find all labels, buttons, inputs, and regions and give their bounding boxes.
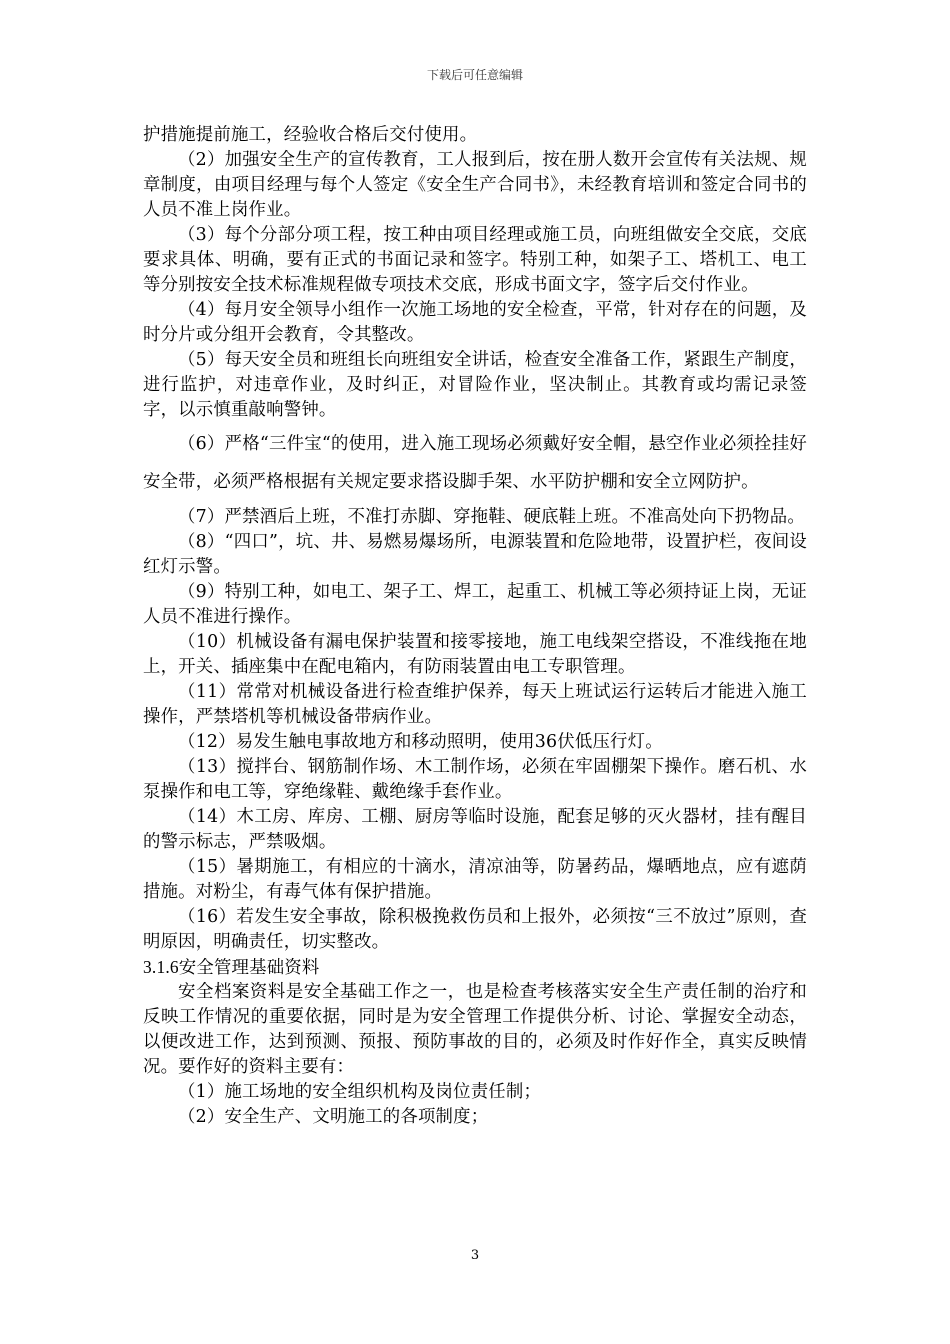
page-header: 下载后可任意编辑 xyxy=(426,68,523,82)
document-body xyxy=(143,123,807,1130)
paragraph: （14）木工房、库房、工棚、厨房等临时设施，配套足够的灭火器材，挂有醒目的警示标志，严禁吸烟。 xyxy=(143,807,807,852)
section-heading: 3.1.6安全管理基础资料 xyxy=(143,957,320,977)
paragraph: （8）“四口”，坑、井、易燃易爆场所，电源装置和危险地带，设置护栏，夜间设红灯示警。 xyxy=(143,532,807,577)
paragraph: 安全档案资料是安全基础工作之一，也是检查考核落实安全生产责任制的治疗和反映工作情况的重要依据，同时是为安全管理工作提供分析、讨论、掌握安全动态，以便改进工作，达到预测、预报、预防事故的目的，必须及时作好作全，真实反映情况。要作好的资料主要有： xyxy=(143,982,807,1077)
paragraph: （13）搅拌台、钢筋制作场、木工制作场，必须在牢固棚架下操作。磨石机、水泵操作和电工等，穿绝缘鞋、戴绝缘手套作业。 xyxy=(143,757,807,802)
paragraph: （2）加强安全生产的宣传教育，工人报到后，按在册人数开会宣传有关法规、规章制度，由项目经理与每个人签定《安全生产合同书》，未经教育培训和签定合同书的人员不准上岗作业。 xyxy=(143,150,807,220)
paragraph: （7）严禁酒后上班，不准打赤脚、穿拖鞋、硬底鞋上班。不准高处向下扔物品。 xyxy=(178,507,805,527)
paragraph: 护措施提前施工，经验收合格后交付使用。 xyxy=(143,125,478,145)
paragraph: （4）每月安全领导小组作一次施工场地的安全检查，平常，针对存在的问题，及时分片或分组开会教育，令其整改。 xyxy=(143,300,807,345)
paragraph: （9）特别工种，如电工、架子工、焊工，起重工、机械工等必须持证上岗，无证人员不准进行操作。 xyxy=(143,582,807,627)
paragraph: （12）易发生触电事故地方和移动照明，使用36伏低压行灯。 xyxy=(178,732,663,752)
paragraph: （10）机械设备有漏电保护装置和接零接地，施工电线架空搭设，不准线拖在地上，开关、插座集中在配电箱内，有防雨装置由电工专职管理。 xyxy=(143,632,807,677)
paragraph: （16）若发生安全事故，除积极挽救伤员和上报外，必须按“三不放过”原则，查明原因，明确责任，切实整改。 xyxy=(143,907,807,952)
paragraph: （15）暑期施工，有相应的十滴水，清凉油等，防暑药品，爆晒地点，应有遮荫措施。对粉尘，有毒气体有保护措施。 xyxy=(143,857,807,902)
page-number: 3 xyxy=(470,1248,480,1263)
paragraph: （11）常常对机械设备进行检查维护保养，每天上班试运行运转后才能进入施工操作，严禁塔机等机械设备带病作业。 xyxy=(143,682,807,727)
paragraph: （1）施工场地的安全组织机构及岗位责任制； xyxy=(178,1082,542,1102)
paragraph: （6）严格“三件宝“的使用，进入施工现场必须戴好安全帽，悬空作业必须拴挂好安全带，必须严格根据有关规定要求搭设脚手架、水平防护棚和安全立网防护。 xyxy=(143,434,807,492)
paragraph: （5）每天安全员和班组长向班组安全讲话，检查安全准备工作，紧跟生产制度，进行监护，对违章作业，及时纠正，对冒险作业，坚决制止。其教育或均需记录签字，以示慎重敲响警钟。 xyxy=(143,350,807,420)
paragraph: （3）每个分部分项工程，按工种由项目经理或施工员，向班组做安全交底，交底要求具体、明确，要有正式的书面记录和签字。特别工种，如架子工、塔机工、电工等分别按安全技术标准规程做专项技术交底，形成书面文字，签字后交付作业。 xyxy=(143,225,807,295)
paragraph: （2）安全生产、文明施工的各项制度； xyxy=(178,1107,489,1127)
